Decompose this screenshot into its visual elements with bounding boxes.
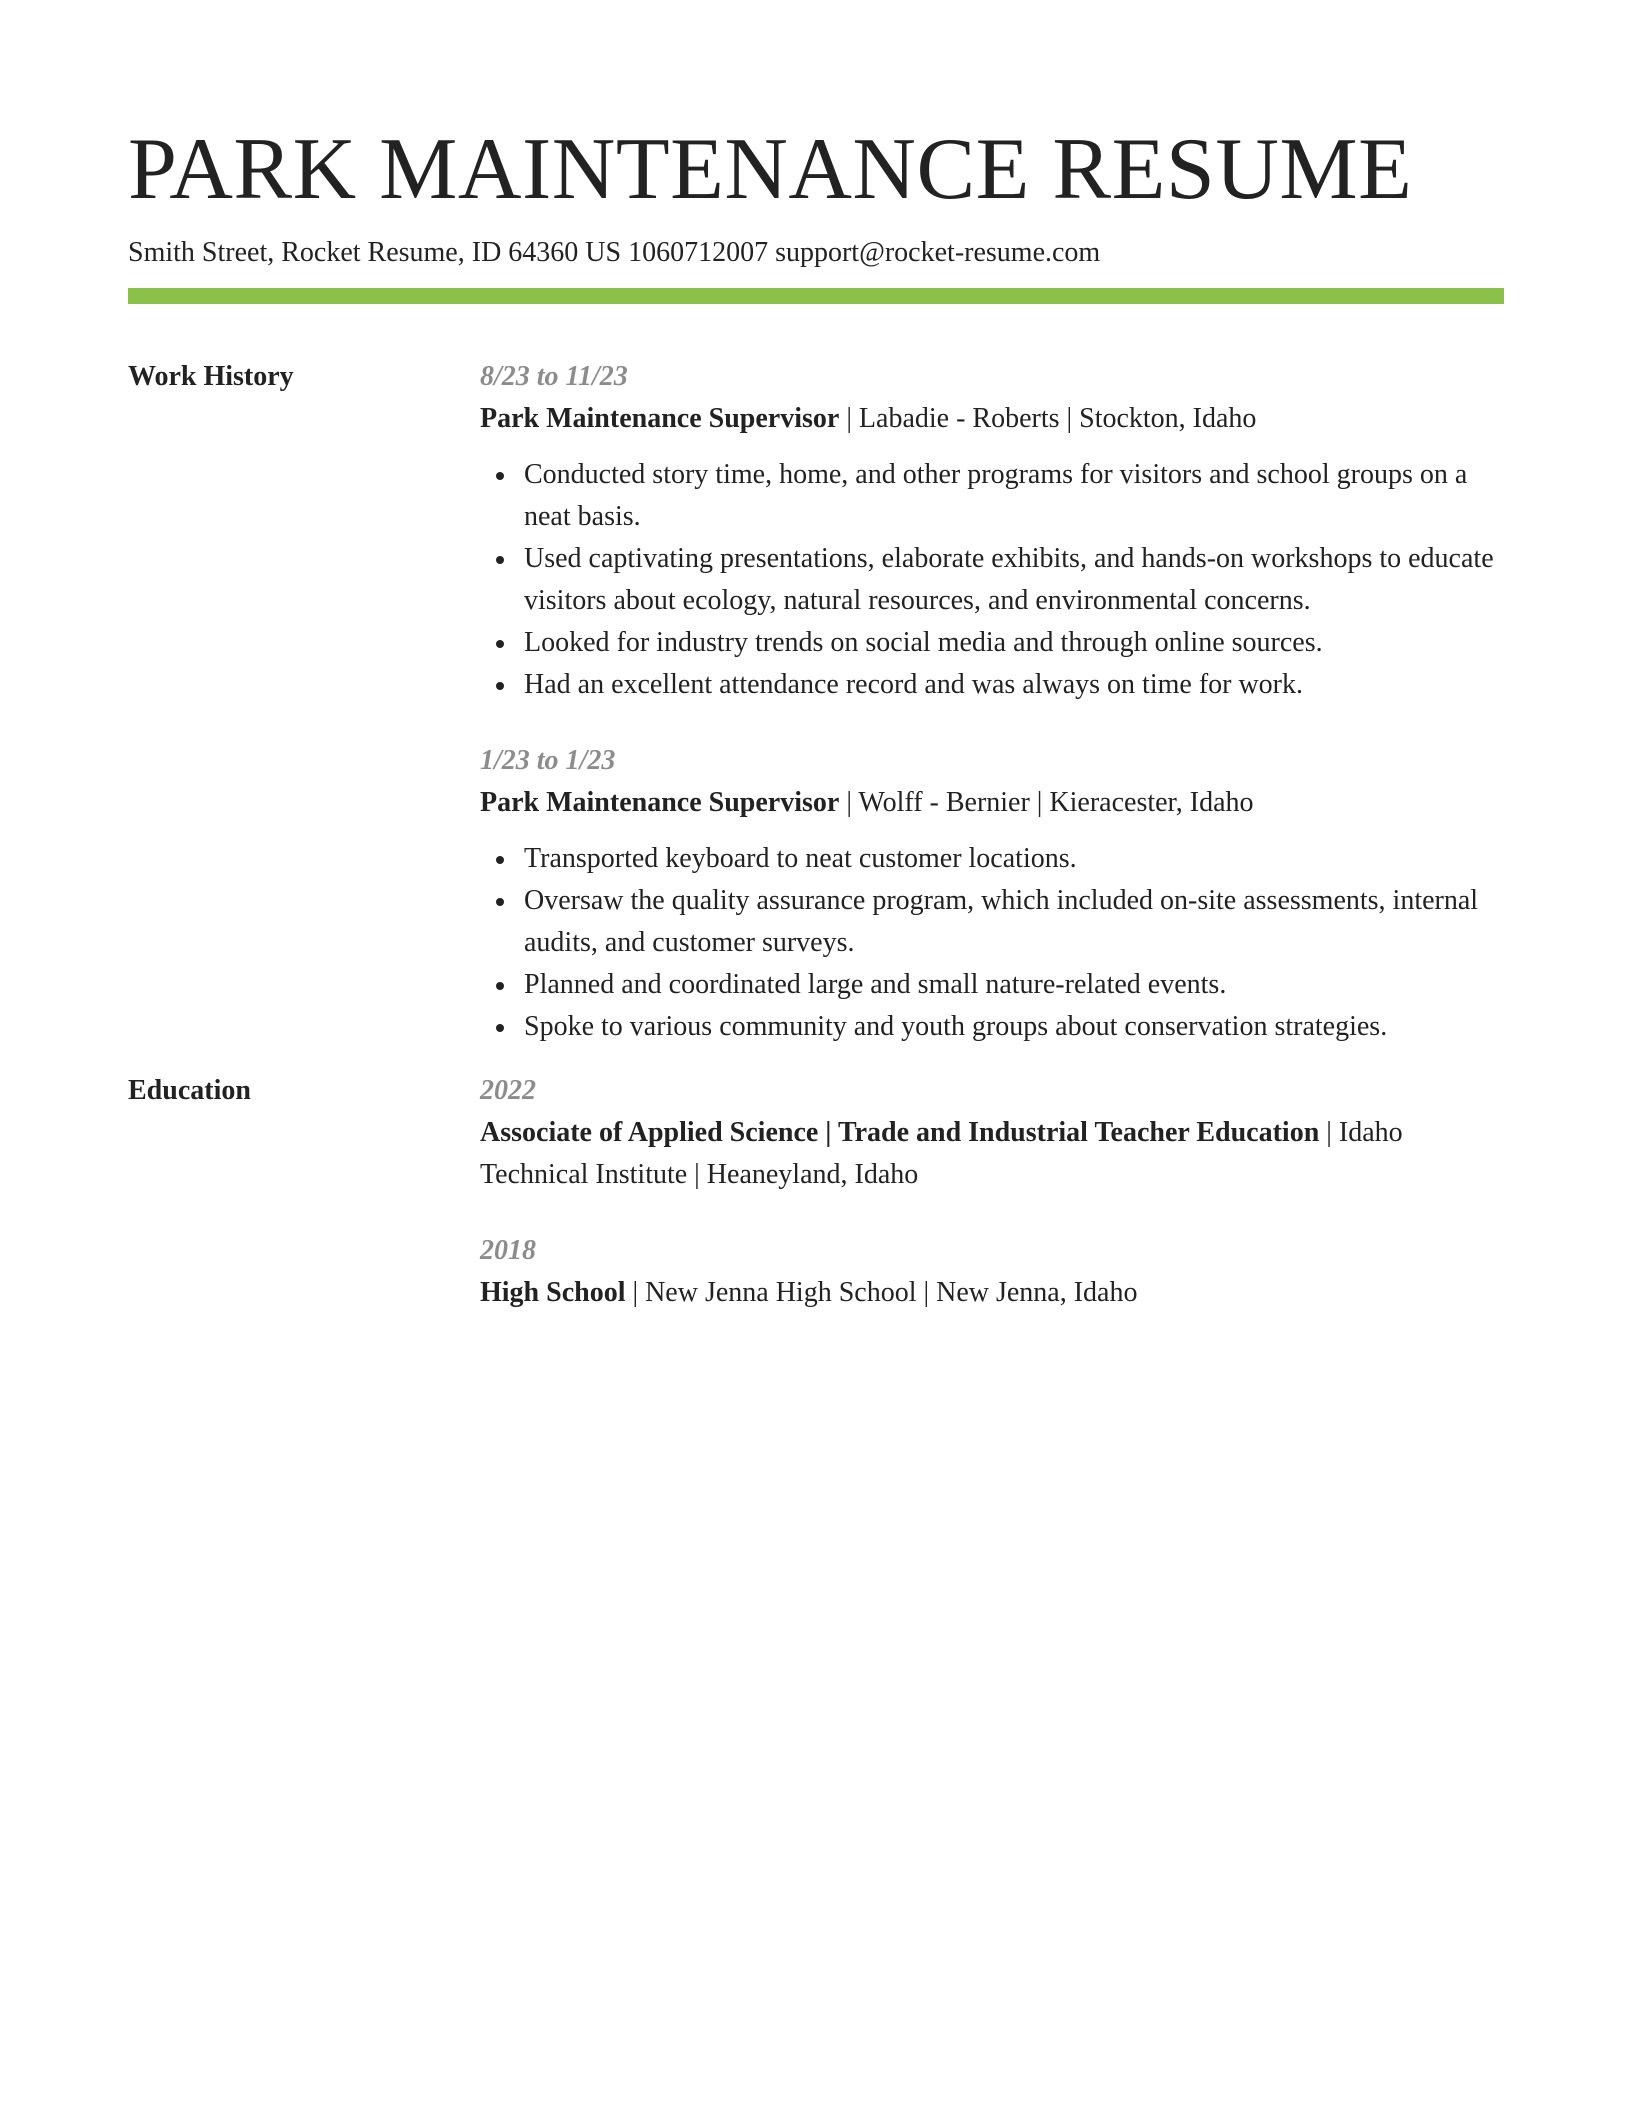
job-duty: Looked for industry trends on social media and through online sources. <box>524 622 1504 664</box>
job-dates: 1/23 to 1/23 <box>480 745 616 776</box>
education-entry <box>480 1070 1504 1196</box>
resume-sections <box>128 356 1504 1314</box>
school-location: | Idaho Technical Institute | Heaneyland, Idaho <box>480 1117 1403 1190</box>
education-headline <box>480 1112 1504 1196</box>
job-duties-list <box>480 454 1504 706</box>
degree-name: High School <box>480 1277 626 1308</box>
job-duty: Spoke to various community and youth groups about conservation strategies. <box>524 1006 1504 1048</box>
job-dates: 8/23 to 11/23 <box>480 361 628 392</box>
job-headline <box>480 398 1504 440</box>
job-duties-list <box>480 838 1504 1048</box>
education-year: 2022 <box>480 1075 536 1106</box>
work-history-section <box>128 356 1504 1048</box>
job-duty: Transported keyboard to neat customer locations. <box>524 838 1504 880</box>
accent-divider <box>128 288 1504 304</box>
education-section <box>128 1070 1504 1314</box>
job-duty: Used captivating presentations, elaborate exhibits, and hands-on workshops to educate visitors about ecology, natural resources, and environmental concerns. <box>524 538 1504 622</box>
job-entry <box>480 356 1504 706</box>
job-employer-location: | Labadie - Roberts | Stockton, Idaho <box>839 403 1257 434</box>
job-employer-location: | Wolff - Bernier | Kieracester, Idaho <box>839 787 1254 818</box>
education-year: 2018 <box>480 1235 536 1266</box>
job-duty: Planned and coordinated large and small nature-related events. <box>524 964 1504 1006</box>
school-location: | New Jenna High School | New Jenna, Idaho <box>625 1277 1138 1308</box>
section-label-work-history: Work History <box>128 361 294 392</box>
job-duty: Oversaw the quality assurance program, which included on-site assessments, internal audits, and customer surveys. <box>524 880 1504 964</box>
education-entry <box>480 1230 1504 1314</box>
job-title: Park Maintenance Supervisor <box>480 787 840 818</box>
contact-info: Smith Street, Rocket Resume, ID 64360 US 1060712007 support@rocket-resume.com <box>128 237 1101 268</box>
education-entries <box>480 1070 1504 1314</box>
education-headline <box>480 1272 1504 1314</box>
job-entry <box>480 740 1504 1048</box>
resume-title: PARK MAINTENANCE RESUME <box>128 121 1413 218</box>
section-label-education: Education <box>128 1075 251 1106</box>
degree-name: Associate of Applied Science | Trade and Industrial Teacher Education <box>480 1117 1320 1148</box>
job-title: Park Maintenance Supervisor <box>480 403 840 434</box>
work-history-entries <box>480 356 1504 1048</box>
job-duty: Had an excellent attendance record and was always on time for work. <box>524 664 1504 706</box>
job-headline <box>480 782 1504 824</box>
job-duty: Conducted story time, home, and other programs for visitors and school groups on a neat basis. <box>524 454 1504 538</box>
